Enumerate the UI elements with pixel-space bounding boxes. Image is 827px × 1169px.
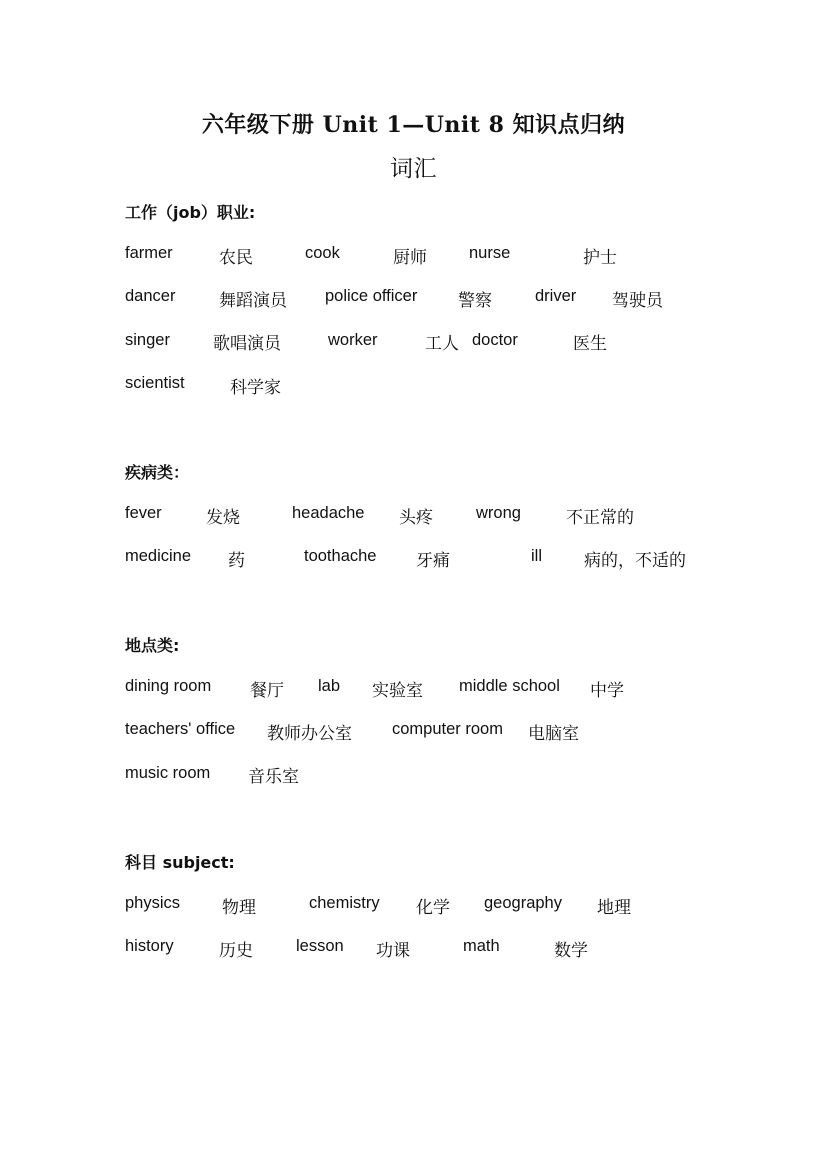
word-zh: 驾驶员 [612,291,663,311]
word-en: lab [318,677,341,695]
word-en: toothache [304,547,377,565]
word-en: singer [125,331,170,349]
word-zh: 物理 [222,898,256,918]
word-zh: 厨师 [393,248,427,268]
section-heading-subjects: 科目 subject: [125,853,235,872]
word-en: physics [125,894,181,912]
word-zh: 警察 [458,291,492,311]
document-title: 六年级下册 Unit 1—Unit 8 知识点归纳 [201,112,626,138]
word-en: math [463,937,500,955]
word-en: ill [531,547,542,565]
word-en: farmer [125,244,173,262]
word-zh: 舞蹈演员 [219,291,287,311]
word-en: wrong [476,504,521,522]
section-heading-places: 地点类: [125,636,180,655]
section-heading-jobs: 工作（job）职业: [125,203,256,222]
word-zh: 餐厅 [250,681,284,701]
word-zh: 教师办公室 [267,724,352,744]
word-zh: 药 [228,551,245,571]
word-en: chemistry [309,894,380,912]
word-zh: 功课 [376,941,410,961]
word-en: dancer [125,287,176,305]
word-zh: 护士 [583,248,617,268]
word-zh: 发烧 [206,508,240,528]
word-en: scientist [125,374,185,392]
word-en: cook [305,244,340,262]
word-zh: 音乐室 [248,767,299,787]
word-en: police officer [325,287,418,305]
word-en: worker [328,331,378,349]
word-en: geography [484,894,562,912]
word-zh: 不正常的 [566,508,634,528]
word-en: lesson [296,937,344,955]
word-zh: 头疼 [399,508,433,528]
word-zh: 病的，不适的 [584,551,686,571]
word-en: headache [292,504,365,522]
word-en: fever [125,504,162,522]
word-zh: 中学 [590,681,624,701]
word-zh: 地理 [597,898,631,918]
word-en: nurse [469,244,511,262]
word-zh: 牙痛 [416,551,450,571]
document-subtitle: 词汇 [390,156,437,182]
word-en: teachers' office [125,720,236,738]
section-heading-illness: 疾病类： [125,463,190,482]
word-zh: 医生 [573,334,607,354]
word-zh: 科学家 [230,378,281,398]
word-en: dining room [125,677,212,695]
word-zh: 历史 [219,941,253,961]
word-en: computer room [392,720,503,738]
word-en: middle school [459,677,560,695]
word-en: medicine [125,547,192,565]
word-zh: 化学 [416,898,450,918]
word-en: history [125,937,174,955]
word-en: driver [535,287,577,305]
word-zh: 歌唱演员 [213,334,281,354]
word-zh: 农民 [219,248,253,268]
word-zh: 数学 [554,941,588,961]
word-zh: 电脑室 [528,724,579,744]
word-en: doctor [472,331,518,349]
word-zh: 工人 [425,334,459,354]
word-en: music room [125,764,211,782]
word-zh: 实验室 [372,681,423,701]
